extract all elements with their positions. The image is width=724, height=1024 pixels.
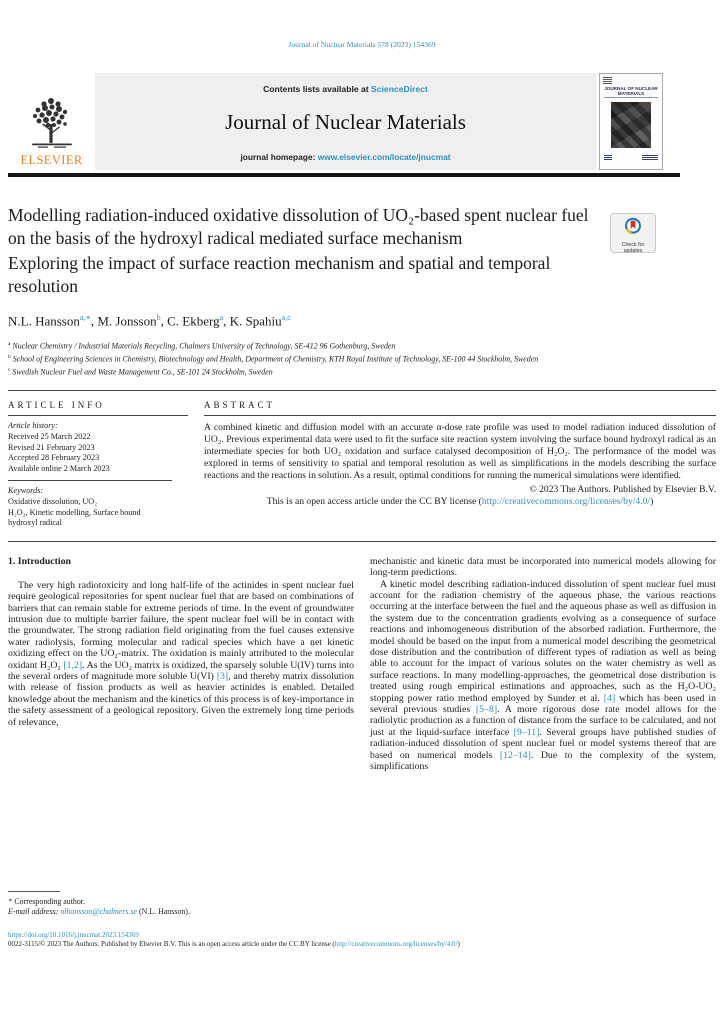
abstract-text: A combined kinetic and diffusion model with an accurate α-dose rate profile was used to model radiation induced dissolution of UO₂. Previous experimental data were used to fit the surface site reaction system involving the surface bound hydroxyl radical as an intermediate species for both UO₂ oxidation and surface catalysed decomposition of H₂O₂. The performance of the model was explored in terms of sensitivity to spatial and temporal resolution as well as simplifications in the models describing the surface reactions and the reactions in solution. As a result, optimal conditions for running the numerical simulations were identified. (204, 422, 716, 481)
body-column-right (370, 556, 716, 773)
right-p1-text: A kinetic model describing radiation-induced dissolution of spent nuclear fuel must account for the radiation chemistry of the aqueous phase, the various reactions occurring at the interface between the fuel and the aqueous phase as well as diffusion in the system due to the concentration gradients evolving as a consequence of surface reactions and inhomogeneous distribution of the absorbed radiation. Furthermore, the model should be based on the input from a numerical model describing the geometrical dose distribution and the contribution of different types of radiation as well as being able to account for the impact of various solutes on the water chemistry as well as surface reactions. In many modelling-approaches, the geometrical dose distribution is treated using rough empirical estimations and approaches, such as the H₂O-UO₂ stopping power ratio method employed by Sunder et al. (370, 578, 716, 704)
page-footer (8, 931, 716, 949)
email-suffix: (N.L. Hansson). (137, 907, 190, 916)
author-name: K. Spahiu (229, 313, 282, 329)
author-affiliation-superscript: a,c (281, 313, 291, 322)
article-subtitle: Exploring the impact of surface reaction mechanism and spatial and temporal resolution (8, 253, 551, 296)
intro-p1-text: , and thereby matrix dissolution with release of fission products as well as heavier actinides is enabled. Detailed knowledge about the mechanism and the kinetics of this process is of key-importance in the safety assessment of a geological repository. Given the extremely long time periods of relevance, (8, 671, 354, 728)
email-address-link[interactable]: nlhansson@chalmers.se (58, 907, 138, 916)
title-block (8, 204, 716, 298)
body-columns (8, 556, 716, 773)
author-affiliation-superscript: a,∗ (79, 313, 91, 322)
keywords-line: Oxidative dissolution, UO₂ (8, 496, 98, 506)
check-for-updates-badge[interactable] (610, 213, 656, 253)
issn-suffix: ) (457, 940, 460, 948)
author-separator: , (90, 313, 98, 329)
contents-line (95, 84, 596, 94)
elsevier-wordmark: ELSEVIER (20, 153, 83, 167)
history-item-accepted: Accepted 28 February 2023 (8, 453, 100, 463)
intro-p1-text: . As the UO₂ matrix is oxidized, the sparsely soluble U(IV) turns into the several orders of magnitude more soluble U(VI) (8, 659, 355, 683)
right-p1-text: which has been used in several previous studies (370, 692, 716, 716)
abstract-heading: ABSTRACT (204, 400, 716, 416)
cc-by-license-link[interactable]: http://creativecommons.org/licenses/by/4.0/ (481, 496, 651, 508)
corresponding-author-footnote (8, 891, 354, 917)
intro-paragraph-1 (8, 580, 354, 728)
keywords-line: H₂O₂, Kinetic modelling, Surface bound (8, 507, 141, 517)
cover-footer-mark-left (604, 155, 612, 161)
keywords-line: hydroxyl radical (8, 518, 62, 528)
affiliation-text: Swedish Nuclear Fuel and Waste Management Co., SE-101 24 Stockholm, Sweden (10, 368, 273, 378)
journal-title: Journal of Nuclear Materials (225, 110, 466, 134)
doi-link[interactable]: https://doi.org/10.1016/j.jnucmat.2023.154369 (8, 931, 139, 939)
corresponding-text: Corresponding author. (12, 897, 85, 906)
article-history-label: Article history: (8, 421, 58, 431)
issn-copyright-line (8, 940, 716, 949)
doi-line (8, 931, 716, 940)
author-affiliation-superscript: a (219, 313, 224, 322)
article-info-column (8, 400, 204, 528)
affiliation-text: Nuclear Chemistry / Industrial Materials Recycling, Chalmers University of Technology, SE-412 96 Gothenburg, Sweden (10, 341, 396, 351)
keywords-label: Keywords: (8, 486, 44, 496)
right-p1-text: . A more rigorous dose rate model allows for the radiolytic production as a function of distance from the surface to be calculated, and not just at the liquid-surface interface (370, 704, 716, 738)
affiliations (8, 339, 716, 378)
info-abstract-section (8, 400, 716, 528)
footnote-rule (8, 891, 60, 892)
cover-footer-mark-right (642, 155, 658, 161)
section-divider-top (8, 390, 716, 391)
homepage-line (95, 152, 596, 162)
history-item-revised: Revised 21 February 2023 (8, 442, 95, 452)
affiliation-line (8, 352, 716, 365)
check-badge-label-line1: Check for (621, 242, 645, 248)
history-item-available: Available online 2 March 2023 (8, 463, 110, 473)
author-name: M. Jonsson (97, 313, 157, 329)
citation-link-4[interactable]: [4] (603, 692, 616, 704)
right-paragraph-1 (370, 579, 716, 773)
affiliation-superscript: b (8, 354, 11, 361)
author-separator: , (223, 313, 230, 329)
citation-link-12-14[interactable]: [12–14] (499, 749, 531, 761)
contents-prefix: Contents lists available at (263, 84, 372, 94)
affiliation-superscript: c (8, 367, 11, 374)
elsevier-logo (8, 73, 95, 170)
citation-link-1-2[interactable]: [1,2] (63, 659, 83, 671)
citation-line: Journal of Nuclear Materials 578 (2023) 154369 (288, 40, 436, 49)
cover-micrograph-image (611, 102, 651, 148)
masthead-divider (8, 173, 680, 177)
right-paragraph-continuation: mechanistic and kinetic data must be incorporated into numerical models allowing for long-term predictions. (370, 555, 716, 579)
citation-link-5-8[interactable]: [5–8] (475, 704, 498, 716)
author-separator: , (160, 313, 168, 329)
keywords-block (8, 481, 188, 528)
journal-cover-thumbnail[interactable] (599, 73, 663, 170)
affiliation-text: School of Engineering Sciences in Chemistry, Biotechnology and Health, Department of Chemistry, KTH Royal Institute of Technology, SE-100 44 Stockholm, Sweden (10, 354, 539, 364)
abstract-column (204, 400, 716, 528)
article-title: Modelling radiation-induced oxidative dissolution of UO₂-based spent nuclear fuel on the basis of the hydroxyl radical mediated surface mechanism (8, 205, 589, 248)
email-label: E-mail address: (8, 907, 59, 916)
masthead (8, 73, 663, 170)
cover-rule (604, 97, 658, 98)
section-divider-bottom (8, 541, 716, 542)
author-list (8, 313, 716, 329)
cover-publisher-mark (603, 77, 612, 84)
affiliation-superscript: a (8, 341, 11, 348)
footer-license-link[interactable]: http://creativecommons.org/licenses/by/4.0/ (334, 940, 458, 948)
issn-text: 0022-3115/© 2023 The Authors. Published by Elsevier B.V. This is an open access article under the CC BY license ( (8, 940, 335, 948)
intro-p1-text: The very high radiotoxicity and long half-life of the actinides in spent nuclear fuel require geological repositories for spent nuclear fuel that are based on combinations of barriers that can remain stable for extreme periods of time. In the event of groundwater intrusion due to multiple barrier failure, the spent nuclear fuel will be in contact with the groundwater. The strong radiation field originating from the fuel causes extensive water radiolysis, forming molecular and radical species which have a net kinetic oxidizing effect on the UO₂-matrix. The oxidation is mainly attributed to the molecular oxidant H₂O₂ (8, 579, 354, 671)
affiliation-line (8, 365, 716, 378)
author-name: N.L. Hansson (8, 313, 80, 329)
citation-link-3[interactable]: [3] (216, 671, 229, 683)
journal-homepage-link[interactable]: www.elsevier.com/locate/jnucmat (317, 152, 451, 162)
author-affiliation-superscript: b (156, 313, 161, 322)
license-suffix: ) (650, 496, 654, 508)
article-info-heading: ARTICLE INFO (8, 400, 188, 416)
corresponding-author-note (8, 896, 354, 907)
history-item-received: Received 25 March 2022 (8, 432, 91, 442)
right-p1-text: . Due to the complexity of the system, simplifications (370, 749, 716, 773)
elsevier-tree-icon (24, 94, 80, 152)
homepage-prefix: journal homepage: (240, 152, 318, 162)
check-for-updates-icon (622, 216, 644, 238)
corresponding-star: ∗ (8, 897, 13, 904)
abstract-license-line (204, 496, 716, 507)
right-p1-text: . Several groups have published studies of radiation-induced dissolution of spent nuclear fuel or model systems thereof that are based on numerical models (370, 726, 716, 761)
license-prefix: This is an open access article under the CC BY license ( (266, 496, 482, 508)
body-column-left (8, 556, 354, 773)
check-badge-label-line2: updates (623, 247, 643, 254)
citation-link-9-11[interactable]: [9–11] (513, 726, 540, 738)
abstract-copyright-line: © 2023 The Authors. Published by Elsevier B.V. (529, 484, 716, 496)
sciencedirect-link[interactable]: ScienceDirect (371, 84, 428, 94)
email-line (8, 907, 354, 917)
journal-banner (95, 73, 596, 170)
cover-title: JOURNAL OF NUCLEAR MATERIALS (604, 86, 658, 96)
author-name: C. Ekberg (167, 313, 220, 329)
affiliation-line (8, 339, 716, 352)
introduction-heading: 1. Introduction (8, 555, 71, 567)
article-history (8, 416, 172, 481)
